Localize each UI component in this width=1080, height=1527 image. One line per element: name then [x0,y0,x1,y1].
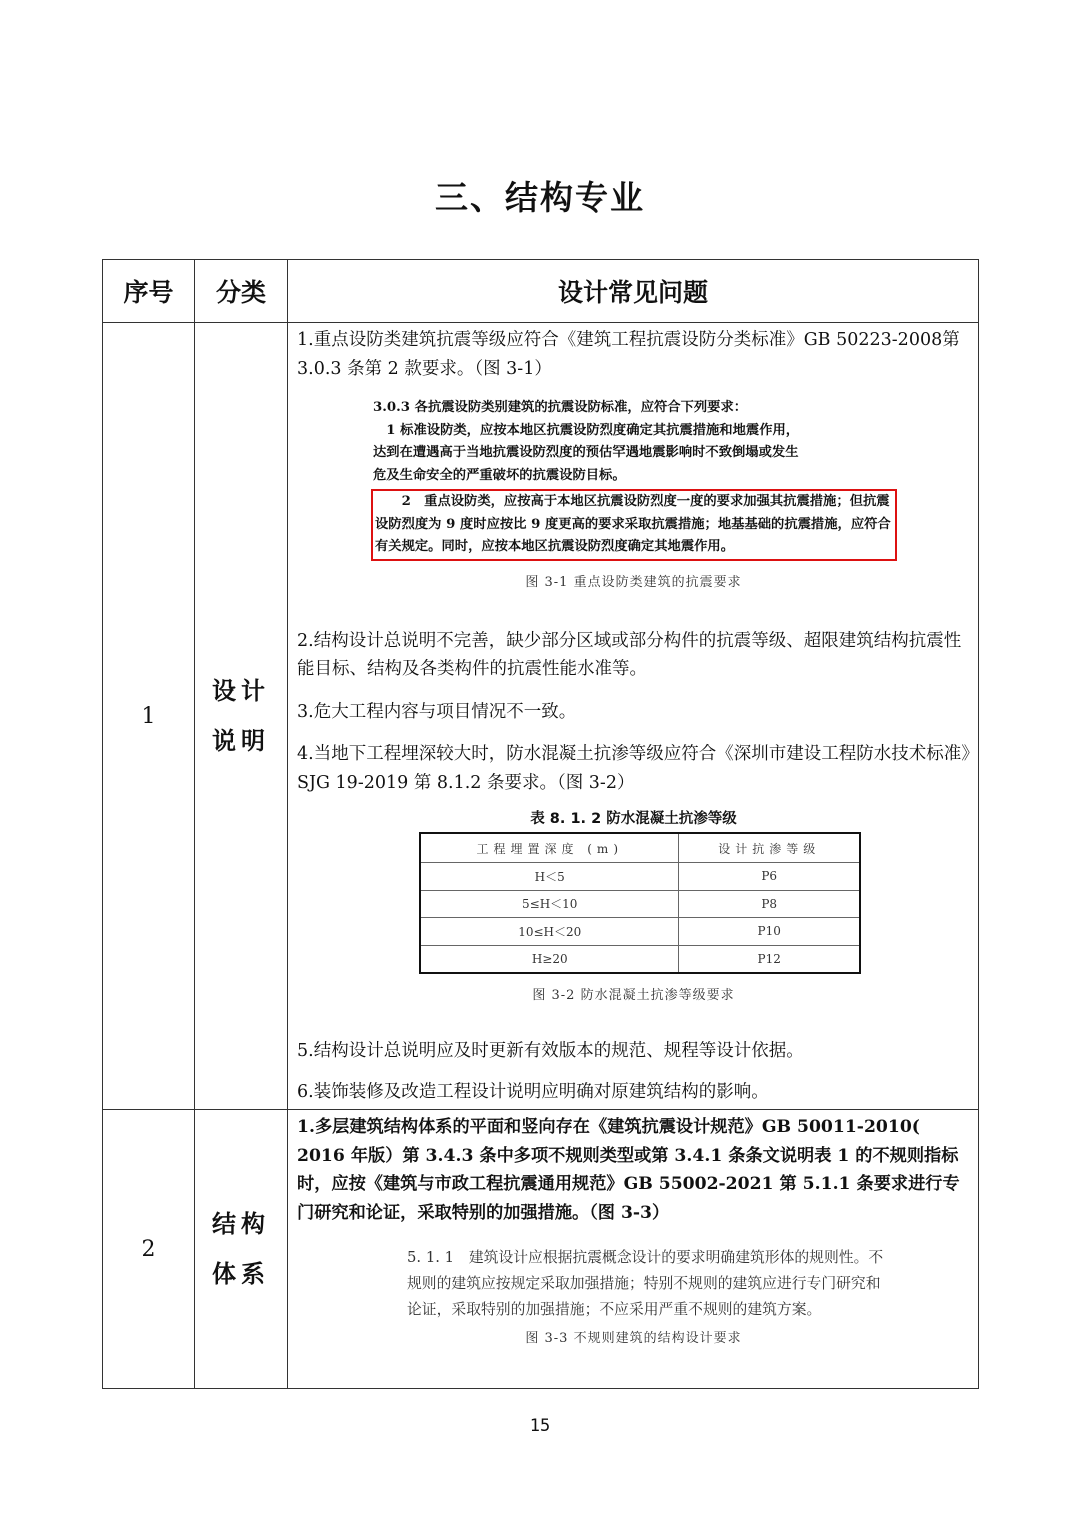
table-row [103,1110,979,1389]
table-row [420,918,860,946]
t81-grade: P8 [679,890,860,918]
row1-category-line2: 说明 [212,727,270,755]
table-row [420,863,860,891]
clause-line: 3.0.3 各抗震设防类别建筑的抗震设防标准，应符合下列要求： [373,400,748,415]
row2-item1: 1.多层建筑结构体系的平面和竖向存在《建筑抗震设计规范》GB 50011-2010( 2016 年版）第 3.4.3 条中多项不规则类型或第 3.4.1 条条文说明表 1 的不规则指标时，应按《建筑与市政工程抗震通用规范》GB 55002-2021 第 5.1.1 条要求进行专门研究和论证，采取特别的加强措施。（图 3-3） [297,1117,960,1223]
row1-item2: 2.结构设计总说明不完善，缺少部分区域或部分构件的抗震等级、超限建筑结构抗震性能目标、结构及各类构件的抗震性能水准等。 [297,630,962,679]
clause-line: 达到在遭遇高于当地抗震设防烈度的预估罕遇地震影响时不致倒塌或发生 [373,445,799,460]
row2-category-line1: 结构 [212,1210,270,1238]
row1-content [288,323,979,1110]
figure-3-1 [373,397,891,561]
issues-table [102,259,979,1389]
t81-grade: P12 [679,945,860,973]
figure-3-3: 5. 1. 1 建筑设计应根据抗震概念设计的要求明确建筑形体的规则性。不规则的建筑应按规定采取加强措施；特别不规则的建筑应进行专门研究和论证，采取特别的加强措施；不应采用严重不规则的建筑方案。 [407,1249,884,1318]
row2-category [195,1110,288,1389]
table-row [420,945,860,973]
t81-depth: H＜5 [420,863,679,891]
row1-item6: 6.装饰装修及改造工程设计说明应明确对原建筑结构的影响。 [297,1081,769,1102]
row1-item5: 5.结构设计总说明应及时更新有效版本的规范、规程等设计依据。 [297,1041,804,1061]
table-8-1-2 [419,832,861,974]
table-8-1-2-title: 表 8. 1. 2 防水混凝土抗渗等级 [530,811,737,827]
t81-depth: 5≤H＜10 [420,890,679,918]
clause-line: 危及生命安全的严重破坏的抗震设防目标。 [373,467,626,483]
page-title: 三、结构专业 [435,178,645,217]
header-issues: 设计常见问题 [288,260,979,323]
row1-seq: 1 [103,323,195,1110]
row1-item3: 3.危大工程内容与项目情况不一致。 [297,701,577,722]
row2-category-line2: 体系 [212,1260,270,1288]
table-header-row [103,260,979,323]
t81-col-depth: 工程埋置深度 (m) [420,833,679,863]
row1-category [195,323,288,1110]
figure-3-1-caption: 图 3-1 重点设防类建筑的抗震要求 [525,574,742,590]
row2-content [288,1110,979,1389]
row1-category-line1: 设计 [212,677,270,705]
row2-seq: 2 [103,1110,195,1389]
table-row [103,323,979,1110]
highlighted-clause: 2 重点设防类，应按高于本地区抗震设防烈度一度的要求加强其抗震措施；但抗震设防烈度为 9 度时应按比 9 度更高的要求采取抗震措施；地基基础的抗震措施，应符合有关规定。同时，应按本地区抗震设防烈度确定其地震作用。 [371,489,897,561]
t81-grade: P10 [679,918,860,946]
page-number: 15 [529,1416,551,1436]
figure-3-2-caption: 图 3-2 防水混凝土抗渗等级要求 [532,988,735,1003]
row1-item1: 1.重点设防类建筑抗震等级应符合《建筑工程抗震设防分类标准》GB 50223-2008第 3.0.3 条第 2 款要求。（图 3-1） [297,330,960,379]
t81-depth: 10≤H＜20 [420,918,679,946]
table-row [420,890,860,918]
table-row [420,833,860,863]
header-category: 分类 [195,260,288,323]
header-seq: 序号 [103,260,195,323]
t81-depth: H≥20 [420,945,679,973]
clause-line: 1 标准设防类，应按本地区抗震设防烈度确定其抗震措施和地震作用， [373,422,800,438]
figure-3-3-caption: 图 3-3 不规则建筑的结构设计要求 [525,1331,742,1346]
t81-col-grade: 设计抗渗等级 [679,833,860,863]
row1-item4: 4.当地下工程埋深较大时，防水混凝土抗渗等级应符合《深圳市建设工程防水技术标准》SJG 19-2019 第 8.1.2 条要求。（图 3-2） [297,744,970,793]
t81-grade: P6 [679,863,860,891]
